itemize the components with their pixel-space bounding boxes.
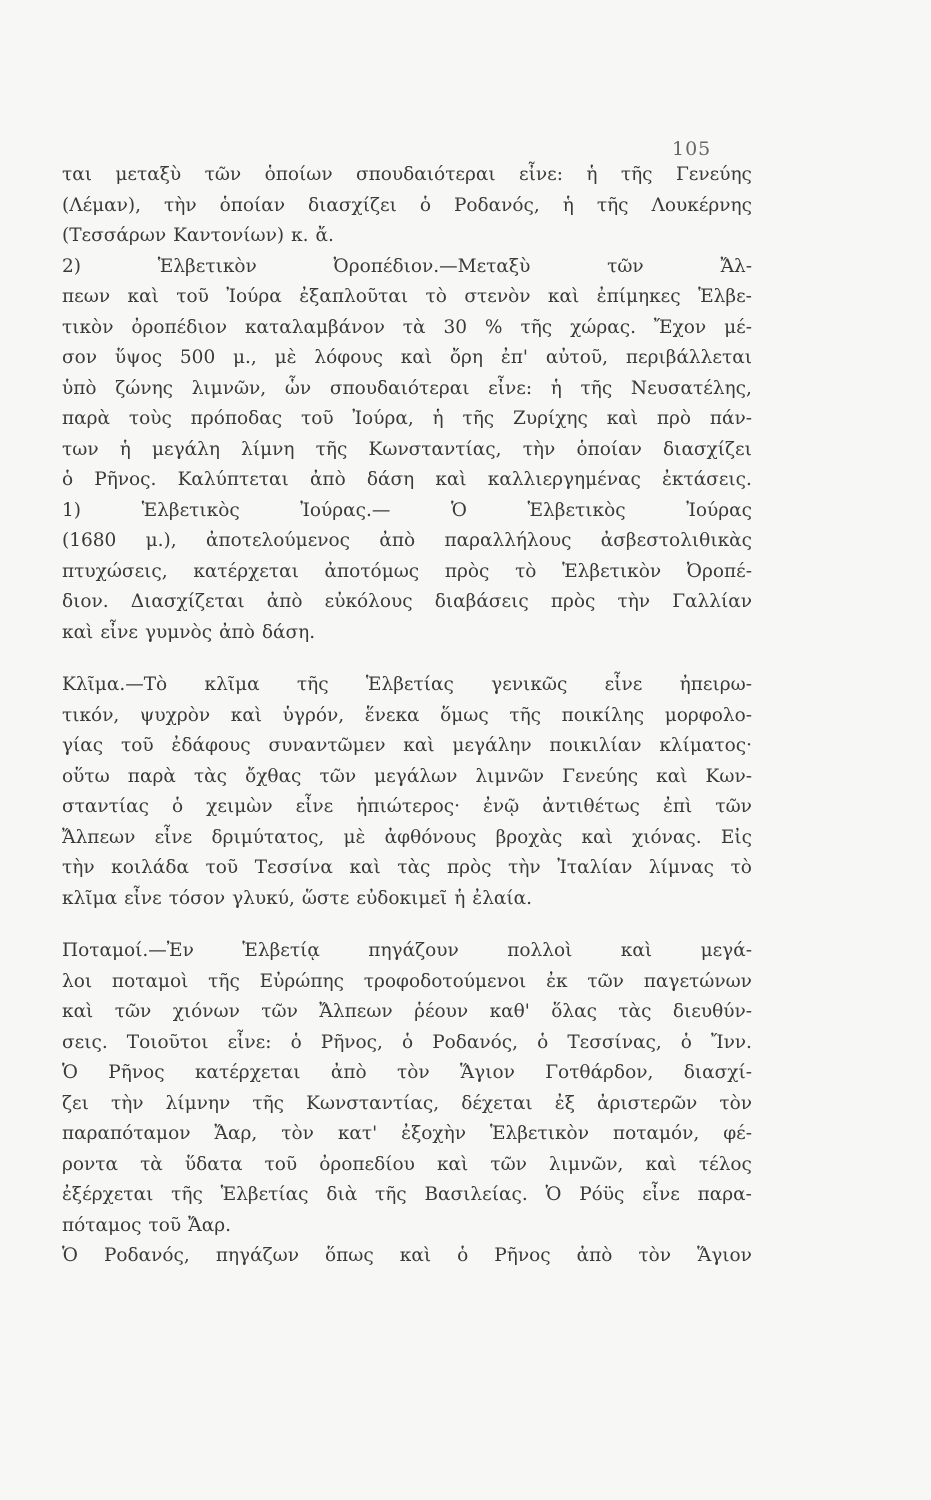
section-heading-line: Κλῖμα.—Τὸ κλῖμα τῆς Ἑλβετίας γενικῶς εἶνε ἠπειρω- bbox=[62, 674, 752, 695]
text-line: των ἡ μεγάλη λίμνη τῆς Κωνσταντίας, τὴν ὁποίαν διασχίζει bbox=[62, 438, 752, 460]
text-line: (Τεσσάρων Καντονίων) κ. ἄ. bbox=[62, 225, 334, 246]
text-line: λοι ποταμοὶ τῆς Εὐρώπης τροφοδοτούμενοι ἐκ τῶν παγετώνων bbox=[62, 970, 752, 992]
text-line: διον. Διασχίζεται ἀπὸ εὐκόλους διαβάσεις πρὸς τὴν Γαλλίαν bbox=[62, 591, 752, 612]
text-line: σον ὕψος 500 μ., μὲ λόφους καὶ ὄρη ἐπ' αὐτοῦ, περιβάλλεται bbox=[62, 347, 752, 368]
text-line: τὴν κοιλάδα τοῦ Τεσσίνα καὶ τὰς πρὸς τὴν Ἰταλίαν λίμνας τὸ bbox=[62, 857, 752, 878]
text-line: Ὁ Ρῆνος κατέρχεται ἀπὸ τὸν Ἅγιον Γοτθάρδον, διασχί- bbox=[62, 1062, 752, 1083]
text-line: παραπόταμον Ἄαρ, τὸν κατ' ἐξοχὴν Ἑλβετικὸν ποταμόν, φέ- bbox=[62, 1123, 752, 1144]
text-line: (1680 μ.), ἀποτελούμενος ἀπὸ παραλλήλους ἀσβεστολιθικὰς bbox=[62, 530, 752, 551]
text-line: τικὸν ὀροπέδιον καταλαμβάνον τὰ 30 % τῆς χώρας. Ἔχον μέ- bbox=[62, 316, 752, 338]
text-line: κλῖμα εἶνε τόσον γλυκύ, ὥστε εὐδοκιμεῖ ἡ ἐλαία. bbox=[62, 887, 533, 909]
text-line: ζει τὴν λίμνην τῆς Κωνσταντίας, δέχεται ἐξ ἀριστερῶν τὸν bbox=[62, 1092, 752, 1114]
text-line: σταντίας ὁ χειμὼν εἶνε ἠπιώτερος· ἐνῷ ἀντιθέτως ἐπὶ τῶν bbox=[62, 796, 752, 817]
text-line: γίας τοῦ ἐδάφους συναντῶμεν καὶ μεγάλην ποικιλίαν κλίματος· bbox=[62, 735, 752, 756]
text-line: πεων καὶ τοῦ Ἰούρα ἐξαπλοῦται τὸ στενὸν καὶ ἐπίμηκες Ἑλβε- bbox=[62, 286, 752, 307]
text-line: πτυχώσεις, κατέρχεται ἀποτόμως πρὸς τὸ Ἑλβετικὸν Ὀροπέ- bbox=[62, 560, 752, 582]
text-line: 1) Ἑλβετικὸς Ἰούρας.— Ὁ Ἑλβετικὸς Ἰούρας bbox=[62, 499, 752, 521]
text-line: ται μεταξὺ τῶν ὁποίων σπουδαιότεραι εἶνε: ἡ τῆς Γενεύης bbox=[62, 164, 752, 185]
text-line: ὁ Ρῆνος. Καλύπτεται ἀπὸ δάση καὶ καλλιεργημένας ἐκτάσεις. bbox=[62, 469, 752, 490]
text-line: ὑπὸ ζώνης λιμνῶν, ὧν σπουδαιότεραι εἶνε: ἡ τῆς Νευσατέλης, bbox=[62, 377, 752, 399]
text-line: πόταμος τοῦ Ἄαρ. bbox=[62, 1214, 231, 1236]
text-line: οὕτω παρὰ τὰς ὄχθας τῶν μεγάλων λιμνῶν Γενεύης καὶ Κων- bbox=[62, 765, 752, 787]
text-line: παρὰ τοὺς πρόποδας τοῦ Ἰούρα, ἡ τῆς Ζυρίχης καὶ πρὸ πάν- bbox=[62, 408, 752, 429]
text-line: Ὁ Ροδανός, πηγάζων ὅπως καὶ ὁ Ρῆνος ἀπὸ τὸν Ἅγιον bbox=[62, 1245, 752, 1266]
text-line: τικόν, ψυχρὸν καὶ ὑγρόν, ἕνεκα ὅμως τῆς ποικίλης μορφολο- bbox=[62, 704, 752, 726]
text-line: Ἄλπεων εἶνε δριμύτατος, μὲ ἀφθόνους βροχὰς καὶ χιόνας. Εἰς bbox=[62, 826, 752, 848]
text-line: ἐξέρχεται τῆς Ἑλβετίας διὰ τῆς Βασιλείας. Ὁ Ρόϋς εἶνε παρα- bbox=[62, 1184, 752, 1205]
text-line: (Λέμαν), τὴν ὁποίαν διασχίζει ὁ Ροδανός, ἡ τῆς Λουκέρνης bbox=[62, 194, 752, 216]
text-line: 2) Ἑλβετικὸν Ὀροπέδιον.—Μεταξὺ τῶν Ἄλ- bbox=[62, 255, 752, 277]
page-body bbox=[62, 160, 752, 1272]
section-heading-line: Ποταμοί.—Ἐν Ἑλβετίᾳ πηγάζουν πολλοὶ καὶ μεγά- bbox=[62, 940, 752, 961]
text-line: καὶ τῶν χιόνων τῶν Ἄλπεων ῥέουν καθ' ὅλας τὰς διευθύν- bbox=[62, 1001, 752, 1022]
text-line: ροντα τὰ ὕδατα τοῦ ὀροπεδίου καὶ τῶν λιμνῶν, καὶ τέλος bbox=[62, 1153, 752, 1175]
text-line: καὶ εἶνε γυμνὸς ἀπὸ δάση. bbox=[62, 621, 316, 643]
text-line: σεις. Τοιοῦτοι εἶνε: ὁ Ρῆνος, ὁ Ροδανός, ὁ Τεσσίνας, ὁ Ἴνν. bbox=[62, 1031, 752, 1053]
page-number: 105 bbox=[672, 138, 712, 160]
